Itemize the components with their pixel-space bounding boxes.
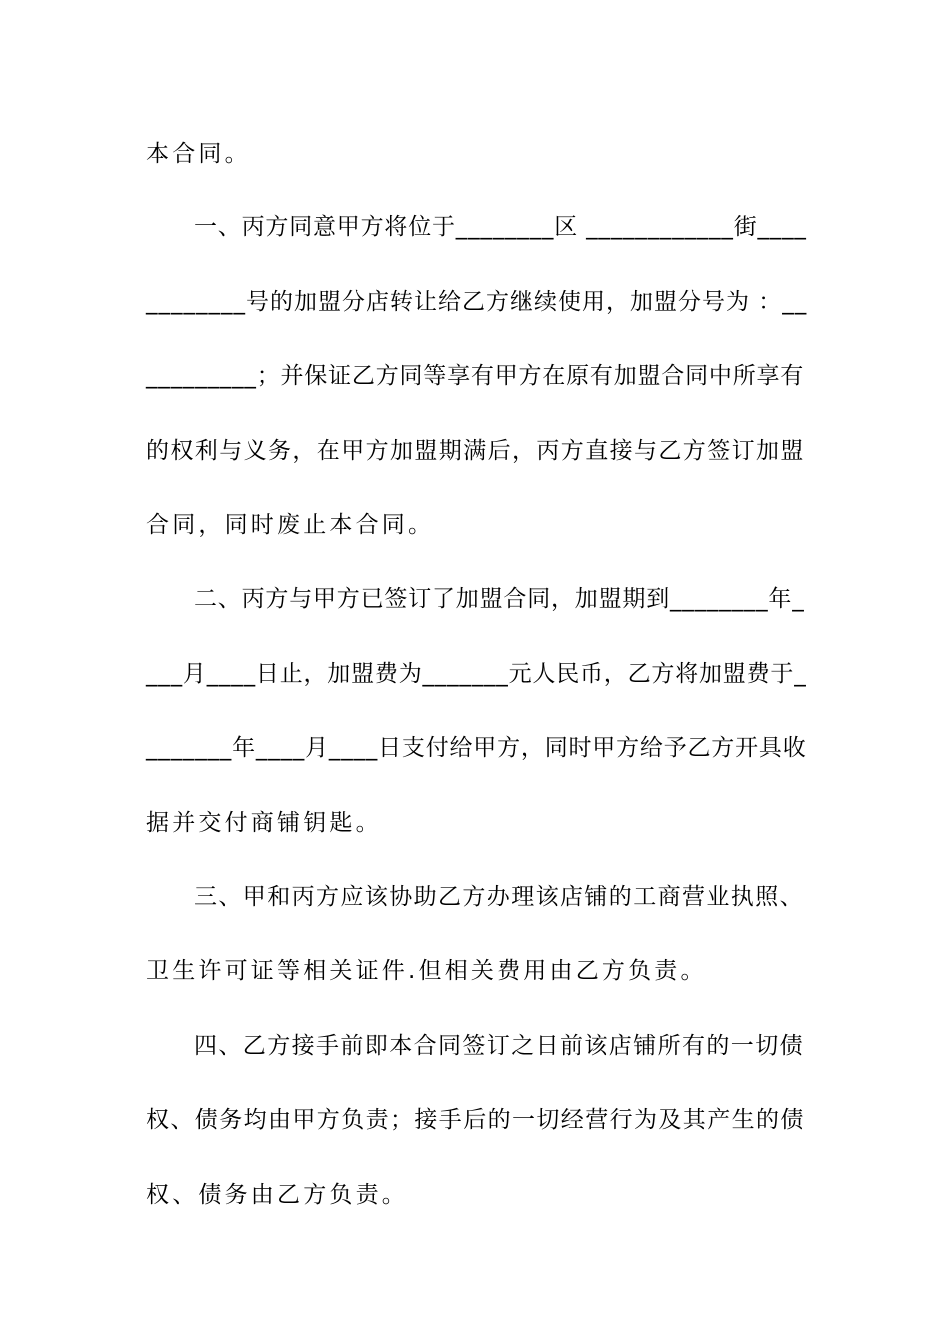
text-line: 合同，同时废止本合同。 <box>146 512 435 538</box>
clause-four-line: 四、乙方接手前即本合同签订之日前该店铺所有的一切债 <box>194 1033 804 1059</box>
text-line: 本合同。 <box>146 141 251 167</box>
text-line: 的权利与义务，在甲方加盟期满后，丙方直接与乙方签订加盟 <box>146 438 805 464</box>
text-line: 据并交付商铺钥匙。 <box>146 810 382 836</box>
text-line: ___月____日止，加盟费为_______元人民币，乙方将加盟费于_ <box>146 661 807 687</box>
text-line: _________；并保证乙方同等享有甲方在原有加盟合同中所享有 <box>146 363 805 389</box>
text-line: _______年____月____日支付给甲方，同时甲方给予乙方开具收 <box>146 735 807 761</box>
text-line: 卫生许可证等相关证件.但相关费用由乙方负责。 <box>146 958 707 984</box>
text-line: ________号的加盟分店转让给乙方继续使用，加盟分号为 ：__ <box>146 289 808 315</box>
clause-three-line: 三、甲和丙方应该协助乙方办理该店铺的工商营业执照、 <box>194 884 804 910</box>
text-line: 权、债务由乙方负责。 <box>146 1182 408 1208</box>
text-line: 权、债务均由甲方负责；接手后的一切经营行为及其产生的债 <box>146 1107 805 1133</box>
clause-one-line: 一、丙方同意甲方将位于________区 ____________街____ <box>194 214 807 240</box>
clause-two-line: 二、丙方与甲方已签订了加盟合同，加盟期到________年_ <box>194 586 805 612</box>
